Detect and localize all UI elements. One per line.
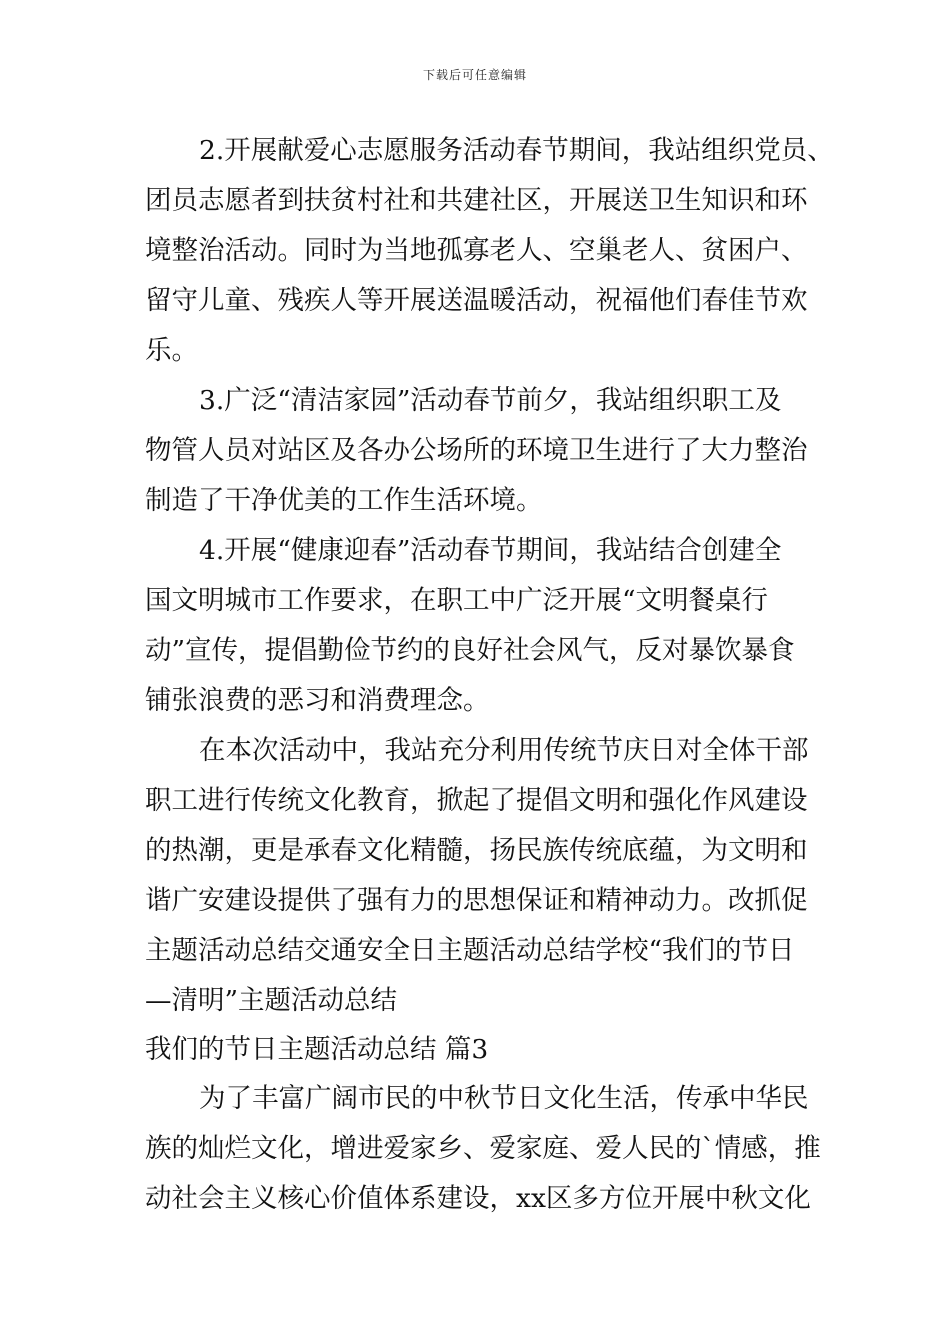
paragraph-line: 团员志愿者到扶贫村社和共建社区，开展送卫生知识和环 <box>145 185 808 216</box>
paragraph-line: 4.开展“健康迎春”活动春节期间，我站结合创建全 <box>199 535 782 566</box>
paragraph-line: 物管人员对站区及各办公场所的环境卫生进行了大力整治 <box>145 435 808 466</box>
paragraph-line: 职工进行传统文化教育，掀起了提倡文明和强化作风建设 <box>145 785 808 816</box>
header-note: 下载后可任意编辑 <box>422 68 527 82</box>
paragraph-line: 制造了干净优美的工作生活环境。 <box>145 485 543 516</box>
paragraph-line: —清明”主题活动总结 <box>145 985 398 1016</box>
paragraph-line: 动社会主义核心价值体系建设，xx区多方位开展中秋文化 <box>145 1183 811 1214</box>
paragraph-4 <box>145 726 810 1026</box>
paragraph-1 <box>145 126 834 376</box>
paragraph-line: 铺张浪费的恶习和消费理念。 <box>145 685 490 716</box>
paragraph-line: 谐广安建设提供了强有力的思想保证和精神动力。改抓促 <box>145 885 808 916</box>
paragraph-line: 乐。 <box>145 335 198 366</box>
paragraph-line: 留守儿童、残疾人等开展送温暖活动，祝福他们春佳节欢 <box>145 285 808 316</box>
document-body <box>145 126 834 1224</box>
paragraph-line: 族的灿烂文化，增进爱家乡、爱家庭、爱人民的`情感，推 <box>145 1133 821 1164</box>
paragraph-line: 2.开展献爱心志愿服务活动春节期间，我站组织党员、 <box>199 135 834 166</box>
paragraph-line: 在本次活动中，我站充分利用传统节庆日对全体干部 <box>199 735 809 766</box>
paragraph-3 <box>145 526 810 726</box>
paragraph-line: 为了丰富广阔市民的中秋节日文化生活，传承中华民 <box>199 1083 809 1114</box>
paragraph-line: 3.广泛“清洁家园”活动春节前夕，我站组织职工及 <box>199 385 782 416</box>
paragraph-line: 的热潮，更是承春文化精髓，扬民族传统底蕴，为文明和 <box>145 835 808 866</box>
paragraph-line: 主题活动总结交通安全日主题活动总结学校“我们的节日 <box>145 935 795 966</box>
paragraph-2 <box>145 376 810 526</box>
paragraph-5 <box>145 1074 821 1224</box>
paragraph-line: 动”宣传，提倡勤俭节约的良好社会风气，反对暴饮暴食 <box>145 635 795 666</box>
paragraph-line: 境整治活动。同时为当地孤寡老人、空巢老人、贫困户、 <box>145 235 808 266</box>
paragraph-line: 国文明城市工作要求，在职工中广泛开展“文明餐桌行 <box>145 585 769 616</box>
section-heading: 我们的节日主题活动总结 篇3 <box>145 1034 489 1065</box>
